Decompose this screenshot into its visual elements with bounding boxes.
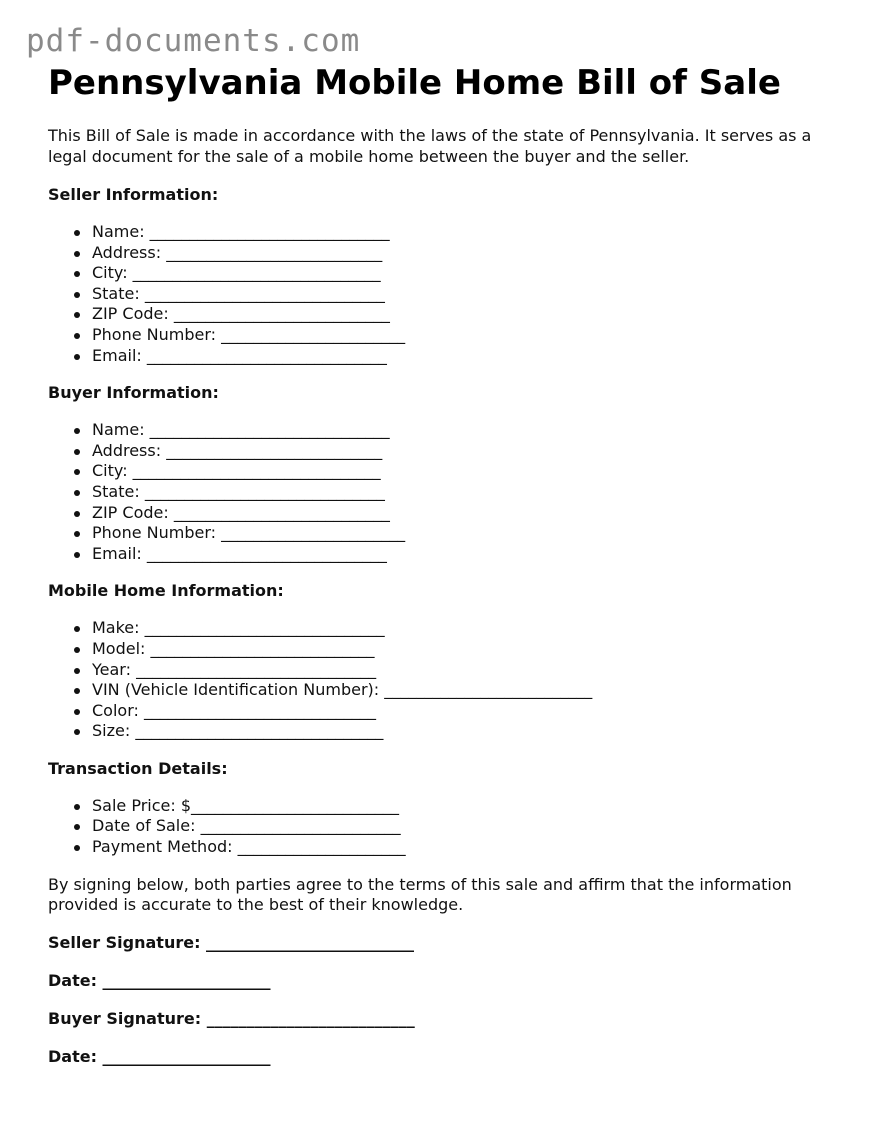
mobile-home-section <box>48 581 848 742</box>
buyer-field-list <box>48 420 848 564</box>
buyer-signature-line: Buyer Signature: __________________________ <box>48 1008 415 1028</box>
transaction-section <box>48 759 848 858</box>
buyer-section <box>48 383 848 564</box>
mobile-home-year-field: Year: ______________________________ <box>48 660 848 681</box>
sale-price-field: Sale Price: $__________________________ <box>48 796 848 817</box>
mobile-home-color-field: Color: _____________________________ <box>48 701 848 722</box>
transaction-heading: Transaction Details: <box>48 758 228 778</box>
document-page <box>48 62 848 1067</box>
transaction-field-list <box>48 796 848 858</box>
seller-heading: Seller Information: <box>48 185 219 204</box>
seller-phone-field: Phone Number: _______________________ <box>48 325 848 346</box>
buyer-date-line: Date: _____________________ <box>48 1046 271 1066</box>
seller-field-list <box>48 222 848 366</box>
buyer-address-field: Address: ___________________________ <box>48 441 848 462</box>
seller-section <box>48 185 848 366</box>
watermark-text: pdf-documents.com <box>26 23 361 59</box>
mobile-home-make-field: Make: ______________________________ <box>48 618 848 639</box>
seller-state-field: State: ______________________________ <box>48 284 848 305</box>
mobile-home-vin-field: VIN (Vehicle Identification Number): __________________________ <box>48 680 848 701</box>
page-title: Pennsylvania Mobile Home Bill of Sale <box>48 63 781 103</box>
mobile-home-model-field: Model: ____________________________ <box>48 639 848 660</box>
closing-paragraph: By signing below, both parties agree to the terms of this sale and affirm that the information provided is accurate to the best of their knowledge. <box>48 874 792 915</box>
date-of-sale-field: Date of Sale: _________________________ <box>48 816 848 837</box>
buyer-state-field: State: ______________________________ <box>48 482 848 503</box>
intro-paragraph: This Bill of Sale is made in accordance with the laws of the state of Pennsylvania. It serves as a legal document for the sale of a mobile home between the buyer and the seller. <box>48 126 812 166</box>
mobile-home-field-list <box>48 618 848 742</box>
buyer-city-field: City: _______________________________ <box>48 461 848 482</box>
seller-address-field: Address: ___________________________ <box>48 243 848 264</box>
buyer-zip-field: ZIP Code: ___________________________ <box>48 503 848 524</box>
buyer-email-field: Email: ______________________________ <box>48 544 848 565</box>
buyer-heading: Buyer Information: <box>48 383 219 403</box>
seller-city-field: City: _______________________________ <box>48 263 848 284</box>
seller-zip-field: ZIP Code: ___________________________ <box>48 304 848 325</box>
seller-date-line: Date: _____________________ <box>48 970 271 990</box>
mobile-home-heading: Mobile Home Information: <box>48 581 284 601</box>
seller-signature-line: Seller Signature: __________________________ <box>48 932 415 952</box>
seller-email-field: Email: ______________________________ <box>48 346 848 367</box>
seller-name-field: Name: ______________________________ <box>48 222 848 243</box>
buyer-phone-field: Phone Number: _______________________ <box>48 523 848 544</box>
buyer-name-field: Name: ______________________________ <box>48 420 848 441</box>
payment-method-field: Payment Method: _____________________ <box>48 837 848 858</box>
mobile-home-size-field: Size: _______________________________ <box>48 721 848 742</box>
